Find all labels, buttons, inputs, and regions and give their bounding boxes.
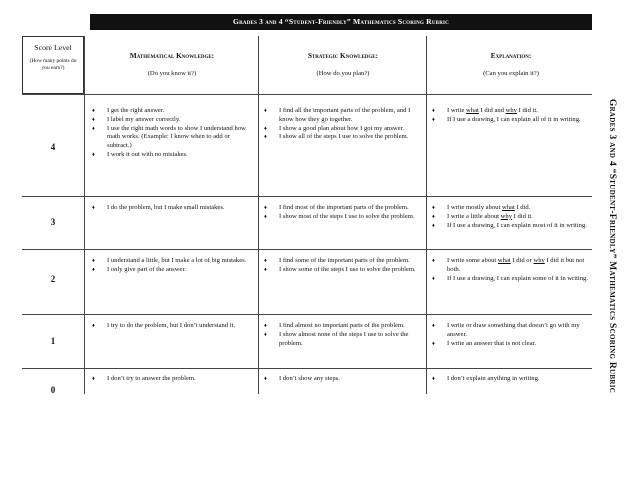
- criterion-item: ♦ I try to do the problem, but I don’t understand it.: [90, 322, 254, 331]
- criterion-item: ♦ I show most of the steps I use to solve the problem.: [262, 213, 422, 222]
- column-divider: [84, 36, 85, 394]
- criterion-item: ♦ I show a good plan about how I got my answer.: [262, 125, 422, 134]
- criterion-item: ♦ I don’t explain anything in writing.: [430, 375, 590, 384]
- score-level-0: 0: [50, 385, 56, 395]
- cell-level2-strategic: [262, 257, 422, 275]
- column-title: Strategic Knowledge:: [307, 52, 379, 60]
- header-explanation: [432, 52, 590, 78]
- score-level-subtitle: (How many points do you earn?): [29, 58, 77, 71]
- column-question: (Can you explain it?): [483, 70, 539, 77]
- header-mathematical-knowledge: [92, 52, 252, 78]
- criterion-item: ♦ I write what I did and why I did it.: [430, 107, 590, 116]
- cell-level4-mathematical: [90, 107, 254, 160]
- row-divider: [22, 196, 592, 197]
- criterion-item: ♦ If I use a drawing, I can explain all of it in writing.: [430, 116, 590, 125]
- rubric-title: Grades 3 and 4 “Student-Friendly” Mathematics Scoring Rubric: [90, 14, 592, 30]
- cell-level4-explanation: [430, 107, 590, 125]
- criterion-item: ♦ I get the right answer.: [90, 107, 254, 116]
- row-divider: [22, 249, 592, 250]
- criterion-item: ♦ I write a little about why I did it.: [430, 213, 590, 222]
- score-level-header: [22, 36, 84, 94]
- row-divider: [22, 94, 592, 95]
- score-level-1: 1: [50, 336, 56, 346]
- cell-level3-explanation: [430, 204, 590, 230]
- column-divider: [426, 36, 427, 394]
- criterion-item: ♦ I show almost none of the steps I use to solve the problem.: [262, 331, 422, 349]
- criterion-item: ♦ I find almost no important parts of the problem.: [262, 322, 422, 331]
- header-strategic-knowledge: [264, 52, 422, 78]
- criterion-item: ♦ I do the problem, but I make small mistakes.: [90, 204, 254, 213]
- criterion-item: ♦ I find all the important parts of the problem, and I know how they go together.: [262, 107, 422, 125]
- criterion-item: ♦ I don’t try to answer the problem.: [90, 375, 254, 384]
- criterion-item: ♦ I write some about what I did or why I did it but not both.: [430, 257, 590, 275]
- criterion-item: ♦ I write mostly about what I did.: [430, 204, 590, 213]
- cell-level0-explanation: [430, 375, 590, 384]
- criterion-item: ♦ I understand a little, but I make a lot of big mistakes.: [90, 257, 254, 266]
- rubric-table: [22, 36, 592, 446]
- cell-level3-strategic: [262, 204, 422, 222]
- cell-level0-strategic: [262, 375, 422, 384]
- cell-level4-strategic: [262, 107, 422, 142]
- cell-level0-mathematical: [90, 375, 254, 384]
- cell-level2-mathematical: [90, 257, 254, 275]
- column-divider: [258, 36, 259, 394]
- side-title: [592, 36, 632, 456]
- row-divider: [22, 368, 592, 369]
- criterion-item: ♦ I label my answer correctly.: [90, 116, 254, 125]
- cell-level1-explanation: [430, 322, 590, 348]
- criterion-item: ♦ I write an answer that is not clear.: [430, 340, 590, 349]
- criterion-item: ♦ I show some of the steps I use to solve the problem.: [262, 266, 422, 275]
- score-level-4: 4: [50, 142, 56, 152]
- criterion-item: ♦ I work it out with no mistakes.: [90, 151, 254, 160]
- column-question: (Do you know it?): [147, 70, 197, 77]
- column-title: Mathematical Knowledge:: [129, 52, 215, 60]
- criterion-item: ♦ I show all of the steps I use to solve the problem.: [262, 133, 422, 142]
- column-title: Explanation:: [490, 52, 532, 60]
- criterion-item: ♦ I use the right math words to show I understand how math works. (Example: I know when to add or subtract.): [90, 125, 254, 151]
- criterion-item: ♦ I only give part of the answer.: [90, 266, 254, 275]
- cell-level2-explanation: [430, 257, 590, 283]
- criterion-item: ♦ I don’t show any steps.: [262, 375, 422, 384]
- score-level-label: Score Level: [34, 43, 72, 52]
- side-title-text: Grades 3 and 4 “Student-Friendly” Mathematics Scoring Rubric: [607, 98, 618, 394]
- criterion-item: ♦ I write or draw something that doesn’t go with my answer.: [430, 322, 590, 340]
- cell-level1-mathematical: [90, 322, 254, 331]
- criterion-item: ♦ I find most of the important parts of the problem.: [262, 204, 422, 213]
- criterion-item: ♦ If I use a drawing, I can explain most of it in writing.: [430, 222, 590, 231]
- column-question: (How do you plan?): [316, 70, 370, 77]
- criterion-item: ♦ I find some of the important parts of the problem.: [262, 257, 422, 266]
- criterion-item: ♦ If I use a drawing, I can explain some of it in writing.: [430, 275, 590, 284]
- cell-level3-mathematical: [90, 204, 254, 213]
- score-level-2: 2: [50, 274, 56, 284]
- cell-level1-strategic: [262, 322, 422, 348]
- score-level-3: 3: [50, 217, 56, 227]
- row-divider: [22, 314, 592, 315]
